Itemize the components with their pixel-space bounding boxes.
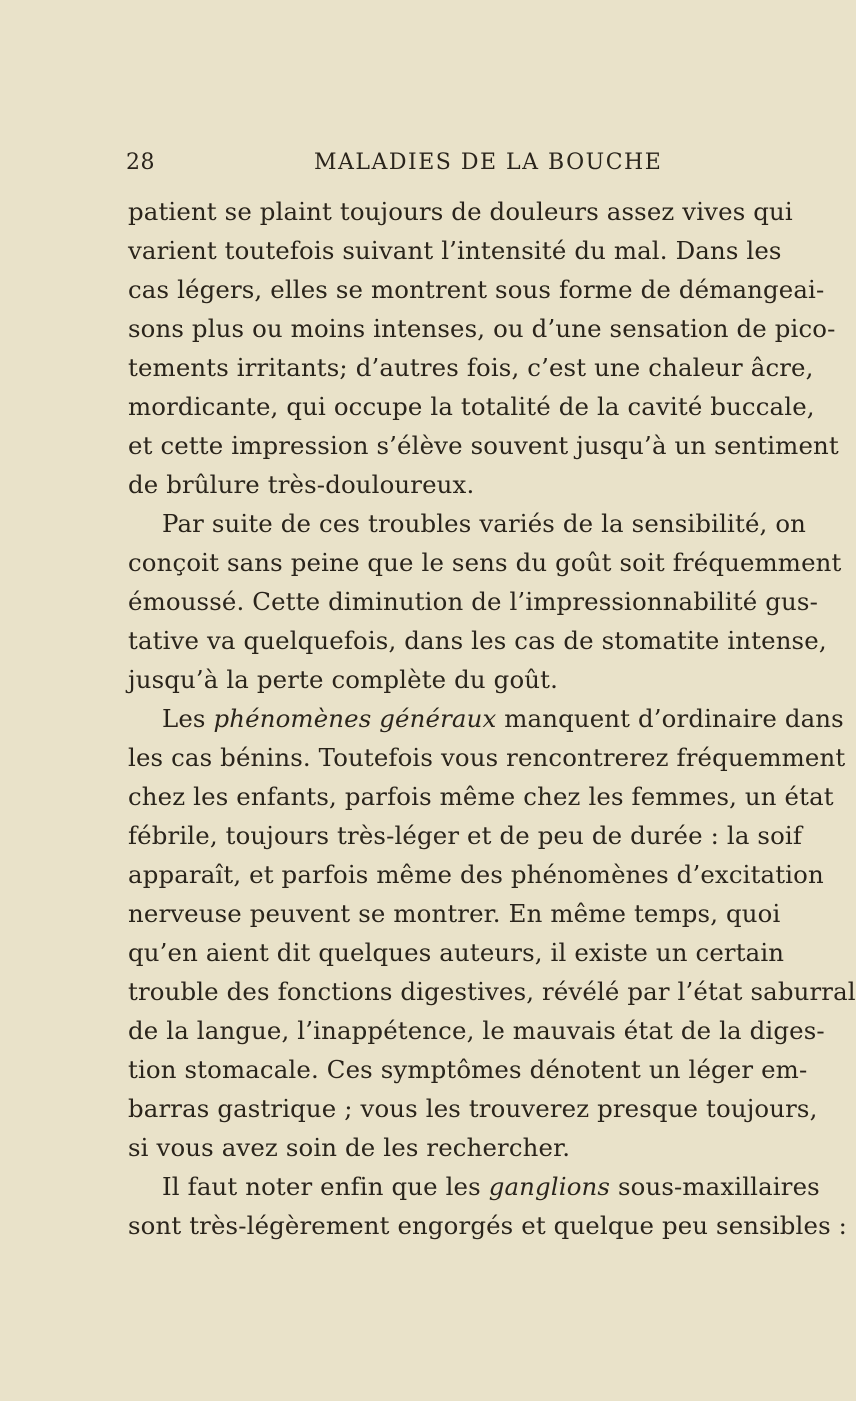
text-line: et cette impression s’élève souvent jusqu’à un sentiment [128,431,839,460]
text-line: de la langue, l’inappétence, le mauvais état de la diges- [128,1016,825,1045]
text-line [128,1167,820,1206]
text-line: trouble des fonctions digestives, révélé par l’état saburral [128,977,856,1006]
page-header [126,150,768,184]
text-line: conçoit sans peine que le sens du goût soit fréquemment [128,548,842,577]
text-line: sont très-légèrement engorgés et quelque peu sensibles : [128,1211,848,1240]
text-run: Les [162,704,214,733]
text-line [128,699,844,738]
text-run: sous-maxillaires [610,1172,820,1201]
page-number: 28 [126,150,155,175]
text-run: manquent d’ordinaire dans [496,704,844,733]
text-line: cas légers, elles se montrent sous forme de démangeai- [128,275,825,304]
text-line: les cas bénins. Toutefois vous rencontrerez fréquemment [128,743,846,772]
text-line: Par suite de ces troubles variés de la sensibilité, on [162,509,807,538]
text-line: jusqu’à la perte complète du goût. [128,665,558,694]
text-line: mordicante, qui occupe la totalité de la cavité buccale, [128,392,815,421]
text-line: de brûlure très-douloureux. [128,470,475,499]
text-line: sons plus ou moins intenses, ou d’une sensation de pico- [128,314,836,343]
text-line: barras gastrique ; vous les trouverez presque toujours, [128,1094,818,1123]
italic-term: ganglions [488,1172,611,1201]
body-text [128,192,856,1245]
text-line: chez les enfants, parfois même chez les femmes, un état [128,782,834,811]
text-line: qu’en aient dit quelques auteurs, il existe un certain [128,938,785,967]
running-title: MALADIES DE LA BOUCHE [314,150,663,175]
text-line: émoussé. Cette diminution de l’impressionnabilité gus- [128,587,818,616]
text-line: varient toutefois suivant l’intensité du mal. Dans les [128,236,782,265]
text-line: fébrile, toujours très-léger et de peu de durée : la soif [128,821,803,850]
text-line: apparaît, et parfois même des phénomènes d’excitation [128,860,824,889]
text-line: nerveuse peuvent se montrer. En même temps, quoi [128,899,781,928]
text-line: tements irritants; d’autres fois, c’est une chaleur âcre, [128,353,814,382]
italic-term: phénomènes généraux [213,704,497,733]
text-run: Il faut noter enfin que les [162,1172,489,1201]
text-line: si vous avez soin de les rechercher. [128,1133,571,1162]
text-line: patient se plaint toujours de douleurs assez vives qui [128,197,793,226]
text-line: tative va quelquefois, dans les cas de stomatite intense, [128,626,827,655]
text-line: tion stomacale. Ces symptômes dénotent un léger em- [128,1055,808,1084]
